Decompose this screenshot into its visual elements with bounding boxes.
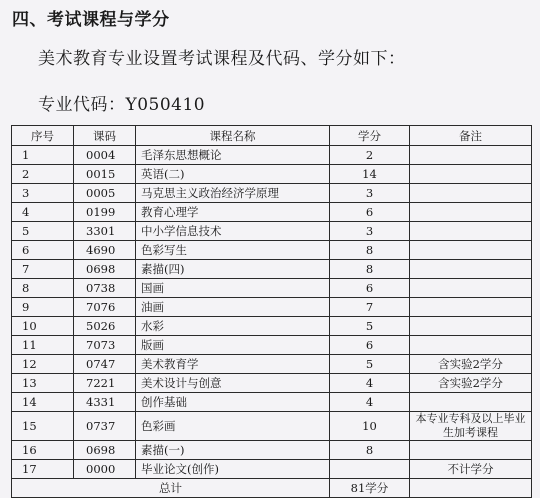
course-code: 0199: [74, 203, 136, 222]
header-code: 课码: [74, 126, 136, 146]
course-name: 素描(一): [136, 441, 330, 460]
course-note: [410, 393, 532, 412]
table-row: [12, 374, 532, 393]
course-note: 本专业专科及以上毕业生加考课程: [410, 412, 532, 441]
row-number: 13: [12, 374, 74, 393]
table-row: [12, 412, 532, 441]
course-code: 0737: [74, 412, 136, 441]
course-code: 0738: [74, 279, 136, 298]
course-name: 中小学信息技术: [136, 222, 330, 241]
row-number: 12: [12, 355, 74, 374]
total-row: [12, 479, 532, 498]
course-code: 0005: [74, 184, 136, 203]
course-code: 7221: [74, 374, 136, 393]
row-number: 11: [12, 336, 74, 355]
course-credits: [330, 460, 410, 479]
row-number: 8: [12, 279, 74, 298]
course-name: 版画: [136, 336, 330, 355]
intro-text: 美术教育专业设置考试课程及代码、学分如下：: [38, 49, 406, 69]
course-name: 美术教育学: [136, 355, 330, 374]
course-note: [410, 336, 532, 355]
course-credits: 6: [330, 279, 410, 298]
course-name: 教育心理学: [136, 203, 330, 222]
row-number: 4: [12, 203, 74, 222]
course-name: 国画: [136, 279, 330, 298]
course-credits: 8: [330, 260, 410, 279]
course-code: 4690: [74, 241, 136, 260]
table-row: [12, 393, 532, 412]
table-row: [12, 203, 532, 222]
table-row: [12, 260, 532, 279]
header-credits: 学分: [330, 126, 410, 146]
course-code: 5026: [74, 317, 136, 336]
table-row: [12, 222, 532, 241]
course-note: [410, 441, 532, 460]
table-row: [12, 317, 532, 336]
course-name: 色彩画: [136, 412, 330, 441]
course-note: [410, 165, 532, 184]
course-note: [410, 184, 532, 203]
course-credits: 6: [330, 203, 410, 222]
header-number: 序号: [12, 126, 74, 146]
table-row: [12, 460, 532, 479]
course-note: [410, 260, 532, 279]
course-note: [410, 298, 532, 317]
total-note: [410, 479, 532, 498]
course-credits: 7: [330, 298, 410, 317]
header-notes: 备注: [410, 126, 532, 146]
row-number: 6: [12, 241, 74, 260]
course-credits: 10: [330, 412, 410, 441]
course-code: 0000: [74, 460, 136, 479]
table-row: [12, 336, 532, 355]
course-code: 0747: [74, 355, 136, 374]
course-note: 含实验2学分: [410, 374, 532, 393]
course-credits: 4: [330, 374, 410, 393]
row-number: 5: [12, 222, 74, 241]
course-code: 0004: [74, 146, 136, 165]
row-number: 16: [12, 441, 74, 460]
course-credits: 8: [330, 241, 410, 260]
course-code: 0698: [74, 260, 136, 279]
course-name: 美术设计与创意: [136, 374, 330, 393]
table-row: [12, 241, 532, 260]
course-credits: 8: [330, 441, 410, 460]
row-number: 7: [12, 260, 74, 279]
table-header-row: [12, 126, 532, 146]
course-note: 含实验2学分: [410, 355, 532, 374]
course-table: [11, 125, 532, 498]
table-row: [12, 165, 532, 184]
course-name: 马克思主义政治经济学原理: [136, 184, 330, 203]
course-note: [410, 222, 532, 241]
course-note: [410, 203, 532, 222]
table-row: [12, 279, 532, 298]
row-number: 14: [12, 393, 74, 412]
course-credits: 2: [330, 146, 410, 165]
course-note: [410, 317, 532, 336]
row-number: 15: [12, 412, 74, 441]
course-name: 素描(四): [136, 260, 330, 279]
course-credits: 5: [330, 317, 410, 336]
course-name: 毛泽东思想概论: [136, 146, 330, 165]
course-credits: 6: [330, 336, 410, 355]
major-code: 专业代码：Y050410: [38, 95, 206, 115]
course-code: 3301: [74, 222, 136, 241]
table-row: [12, 355, 532, 374]
course-credits: 5: [330, 355, 410, 374]
course-name: 油画: [136, 298, 330, 317]
course-name: 创作基础: [136, 393, 330, 412]
course-name: 英语(二): [136, 165, 330, 184]
table-row: [12, 441, 532, 460]
course-name: 水彩: [136, 317, 330, 336]
table-row: [12, 146, 532, 165]
row-number: 1: [12, 146, 74, 165]
course-credits: 3: [330, 222, 410, 241]
course-note: 不计学分: [410, 460, 532, 479]
row-number: 3: [12, 184, 74, 203]
row-number: 10: [12, 317, 74, 336]
course-code: 7073: [74, 336, 136, 355]
course-code: 7076: [74, 298, 136, 317]
course-name: 毕业论文(创作): [136, 460, 330, 479]
row-number: 2: [12, 165, 74, 184]
row-number: 9: [12, 298, 74, 317]
course-credits: 14: [330, 165, 410, 184]
total-label: 总计: [12, 479, 330, 498]
table-row: [12, 298, 532, 317]
header-course-name: 课程名称: [136, 126, 330, 146]
course-name: 色彩写生: [136, 241, 330, 260]
course-note: [410, 146, 532, 165]
course-note: [410, 279, 532, 298]
section-heading: 四、考试课程与学分: [12, 10, 170, 30]
total-credits: 81学分: [330, 479, 410, 498]
row-number: 17: [12, 460, 74, 479]
course-code: 0698: [74, 441, 136, 460]
course-code: 0015: [74, 165, 136, 184]
table-row: [12, 184, 532, 203]
course-credits: 3: [330, 184, 410, 203]
course-code: 4331: [74, 393, 136, 412]
course-note: [410, 241, 532, 260]
course-credits: 4: [330, 393, 410, 412]
